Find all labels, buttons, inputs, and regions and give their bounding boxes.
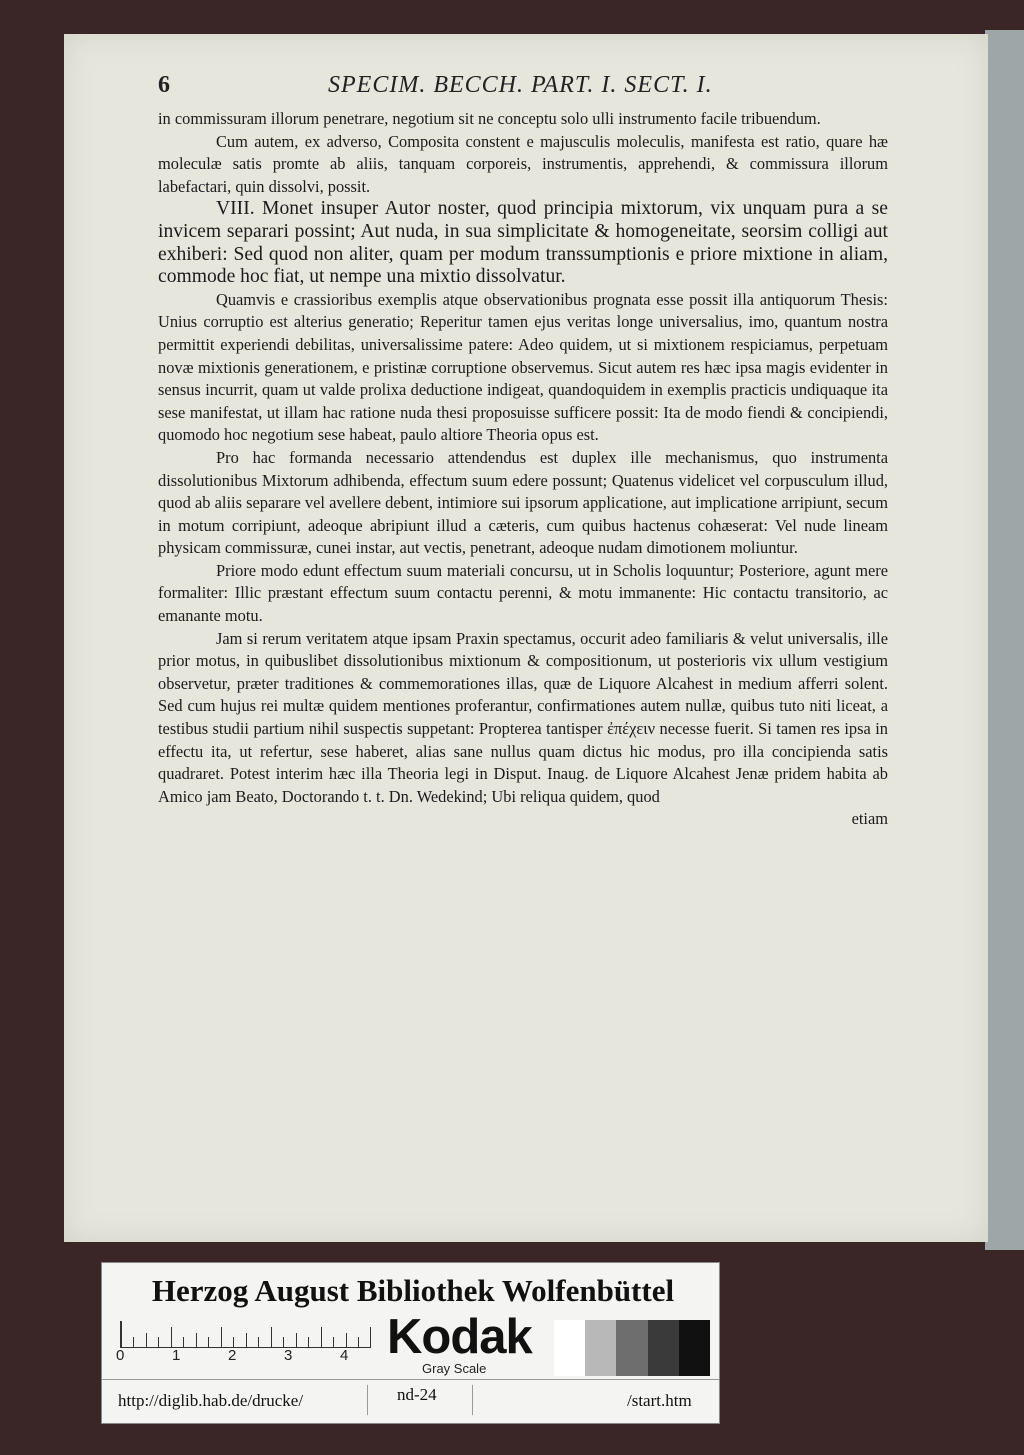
page-number: 6 <box>158 72 171 98</box>
swatch-white <box>554 1320 585 1376</box>
paragraph-section-viii: VIII. Monet insuper Autor noster, quod principia mixtorum, vix unquam pura a se invicem separari possint; Aut nuda, in sua simplicitate & homogeneitate, seorsim colligi aut exhiberi: Sed quod non aliter, quam per modum transsumptionis e priore mixtione in aliam, commode hoc fiat, ut nempe una mixtio dissolvatur. <box>158 198 888 288</box>
card-divider <box>102 1379 719 1380</box>
divider-right <box>472 1385 473 1415</box>
paragraph-1: in commissuram illorum penetrare, negotium sit ne conceptu solo ulli instrumento facile tribuendum. <box>158 109 821 128</box>
scale-numbers <box>116 1347 376 1367</box>
swatch-light-gray <box>585 1320 616 1376</box>
kodak-logo: Kodak <box>387 1310 532 1364</box>
swatch-dark-gray <box>648 1320 679 1376</box>
scale-number-1: 1 <box>172 1347 181 1364</box>
swatch-black <box>679 1320 710 1376</box>
paragraph-6: Priore modo edunt effectum suum materiali concursu, ut in Scholis loquuntur; Posteriore, agunt mere formaliter: Illic præstant effectum suum contactu perenni, & motu immanente: Hic contactu transitorio, ac emanante motu. <box>158 560 888 626</box>
paragraph-2: Cum autem, ex adverso, Composita constent e majusculis moleculis, manifesta est ratio, quare hæ moleculæ satis promte ab aliis, tanquam corporeis, instrumentis, apprehendi, & commissura illorum labefactari, quin dissolvi, possit. <box>158 131 888 196</box>
swatch-mid-gray <box>616 1320 647 1376</box>
paragraph-7: Jam si rerum veritatem atque ipsam Praxin spectamus, occurit adeo familiaris & velut universalis, ille prior motus, in quibuslibet dissolutionibus mixtionum & compositionum, ut posterioris vix ullum vestigium observetur, præter traditiones & commemorationes illas, quæ de Liquore Alcahest in medium afferri solent. Sed cum hujus rei multæ quidem mentiones proferantur, confirmationes autem nullæ, quibus tuto niti liceat, a testibus studii partium nihil suspectis suppetant: Propterea tantisper ἐπέχειν necesse fuerit. Si tamen res ipsa in effectu ita, ut refertur, sese haberet, alias sane nullus quam dictus hic modus, pro illa concipienda satis quadraret. Potest interim hæc illa Theoria legi in Disput. Inaug. de Liquore Alcahest Jenæ pridem habita ab Amico jam Beato, Doctorando t. t. Dn. Wedekind; Ubi reliqua quidem, quod <box>158 628 888 806</box>
gray-scale-label: Gray Scale <box>422 1361 487 1376</box>
gray-swatches <box>554 1320 710 1376</box>
paragraph-4: Quamvis e crassioribus exemplis atque observationibus prognata esse possit illa antiquorum Thesis: Unius corruptio est alterius generatio; Reperitur tamen ejus veritas longe universalius, imo, quantum nostra permittit experiendi debilitas, universalissime patere: Adeo quidem, ut si mixtionem respiciamus, perpetuam novæ mixtionis generationem, e pristinæ corruptione observemus. Sicut autem res hæc ipsa magis evidenter in sensus incurrit, quam ut valde prolixa deductione indigeat, quandoquidem in exemplis practicis undiquaque ita sese manifestat, ut illam hac ratione nuda thesi proposuisse sufficere possit: Ita de modo fiendi & concipiendi, quomodo hoc negotium sese habeat, paulo altiore Theoria opus est. <box>158 289 888 445</box>
divider-left <box>367 1385 368 1415</box>
body-text <box>158 108 888 831</box>
color-target-card <box>101 1262 720 1424</box>
scale-number-3: 3 <box>284 1347 293 1364</box>
paragraph-5: Pro hac formanda necessario attendendus est duplex ille mechanismus, quo instrumenta dissolutionibus Mixtorum adhibenda, effectum suum edere possunt; Quatenus videlicet vel corpusculum illud, quod ab aliis separare vel avellere debent, intimiore sui ipsorum applicatione, aut implicatione arripiunt, secum in motum corripiunt, adeoque abripiunt illud a cæteris, cum quibus hactenus cohæserat: Vel nude lineam physicam commissuræ, cunei instar, aut vectis, penetrant, adeoque nudam dimotionem moliuntur. <box>158 447 888 558</box>
catchword: etiam <box>851 809 888 829</box>
scale-ruler <box>120 1321 371 1348</box>
url-prefix: http://diglib.hab.de/drucke/ <box>118 1391 304 1410</box>
scale-number-4: 4 <box>340 1347 349 1364</box>
shelfmark: nd-24 <box>397 1385 437 1404</box>
scale-number-0: 0 <box>116 1347 125 1364</box>
running-title: SPECIM. BECCH. PART. I. SECT. I. <box>328 72 713 98</box>
adjacent-page-edge <box>985 30 1024 1250</box>
library-name: Herzog August Bibliothek Wolfenbüttel <box>151 1273 675 1308</box>
scale-number-2: 2 <box>228 1347 237 1364</box>
url-suffix: /start.htm <box>627 1391 692 1410</box>
